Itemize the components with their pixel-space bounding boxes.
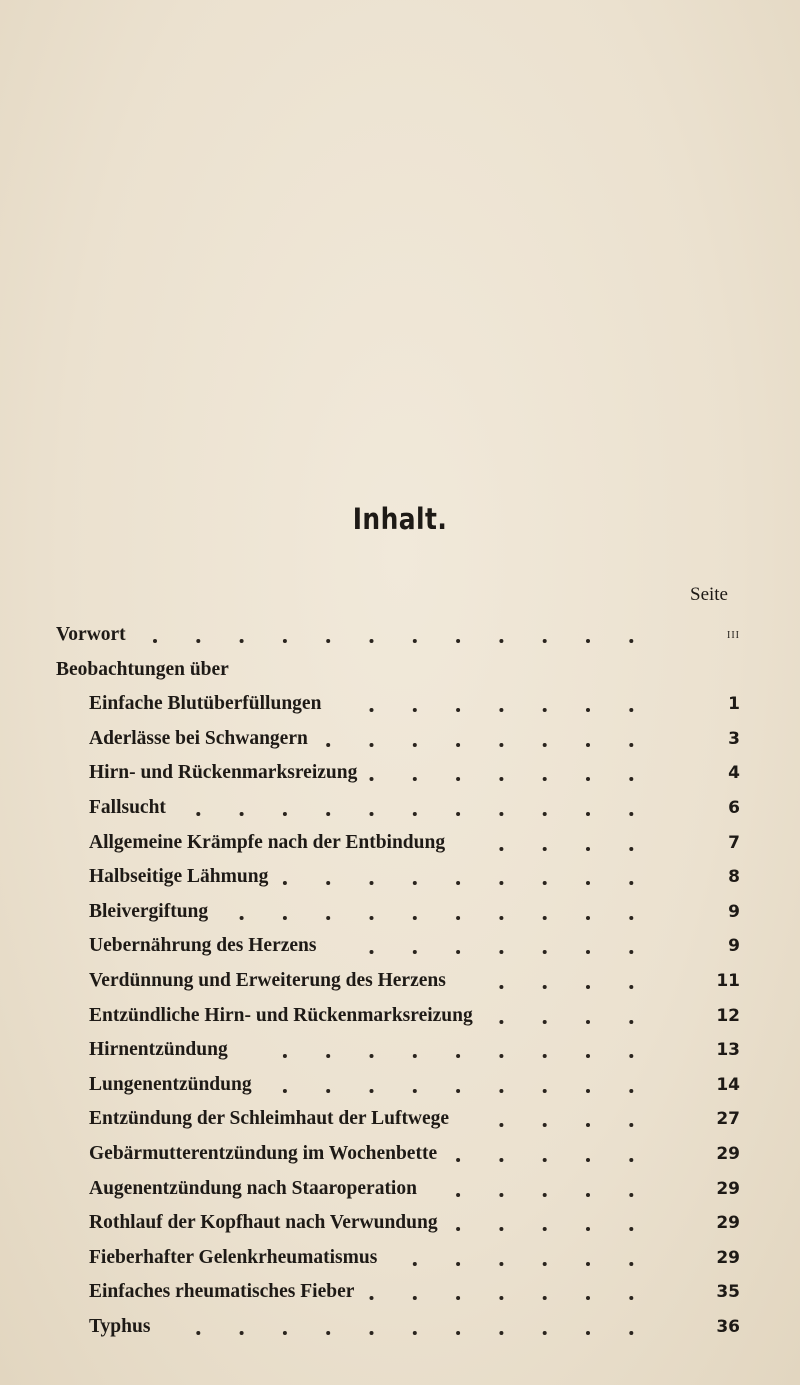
leader-dot <box>499 950 503 954</box>
toc-entry-title: Entzündliche Hirn- und Rückenmarksreizung <box>89 1004 473 1026</box>
leader-dot <box>370 916 374 920</box>
leader-dot <box>326 812 330 816</box>
toc-entry-title: Bleivergiftung <box>89 900 209 922</box>
toc-entry-title: Einfaches rheumatisches Fieber <box>89 1281 355 1303</box>
toc-entry <box>0 895 800 930</box>
toc-entry-title: Aderlässe bei Schwangern <box>89 727 308 749</box>
leader-dot <box>586 1296 590 1300</box>
toc-entry-title: Fieberhafter Gelenkrheumatismus <box>89 1246 378 1268</box>
dot-leader <box>0 999 800 1034</box>
leader-dot <box>456 1296 460 1300</box>
leader-dot <box>499 1123 503 1127</box>
toc-entry-title: Rothlauf der Kopfhaut nach Verwundung <box>89 1212 438 1234</box>
toc-entry-title: Gebärmutterentzündung im Wochenbette <box>89 1142 438 1164</box>
leader-dot <box>543 777 547 781</box>
toc-entry <box>0 1241 800 1276</box>
leader-dot <box>543 950 547 954</box>
leader-dot <box>586 1331 590 1335</box>
leader-dot <box>413 1296 417 1300</box>
dot-leader <box>0 756 800 791</box>
leader-dot <box>413 950 417 954</box>
leader-dot <box>370 639 374 643</box>
leader-dot <box>326 1089 330 1093</box>
leader-dot <box>456 639 460 643</box>
leader-dot <box>499 847 503 851</box>
dot-leader <box>0 687 800 722</box>
leader-dot <box>543 1020 547 1024</box>
leader-dot <box>153 639 157 643</box>
toc-entry-page: 29 <box>716 1247 740 1268</box>
leader-dot <box>499 1227 503 1231</box>
leader-dot <box>326 639 330 643</box>
dot-leader <box>0 722 800 757</box>
toc-entry <box>0 1275 800 1310</box>
toc-entry-page: 1 <box>728 694 740 715</box>
leader-dot <box>196 639 200 643</box>
toc-entry <box>0 1102 800 1137</box>
toc-entry <box>0 1137 800 1172</box>
leader-dot <box>629 1089 633 1093</box>
toc-entry-title: Halbseitige Lähmung <box>89 866 269 888</box>
leader-dot <box>240 916 244 920</box>
leader-dot <box>499 1262 503 1266</box>
toc-entry-title: Einfache Blutüberfüllungen <box>89 693 322 715</box>
toc-entry-title: Entzündung der Schleimhaut der Luftwege <box>89 1108 450 1130</box>
leader-dot <box>586 1089 590 1093</box>
leader-dot <box>283 639 287 643</box>
dot-leader <box>0 1033 800 1068</box>
dot-leader <box>0 826 800 861</box>
leader-dot <box>543 812 547 816</box>
toc-entry-page: 6 <box>728 797 740 818</box>
leader-dot <box>370 881 374 885</box>
toc-entry <box>0 653 800 688</box>
toc-entry-page: 13 <box>716 1040 740 1061</box>
leader-dot <box>629 847 633 851</box>
toc-entry <box>0 929 800 964</box>
leader-dot <box>413 777 417 781</box>
dot-leader <box>0 618 800 653</box>
dot-leader <box>0 1102 800 1137</box>
toc-entry <box>0 1172 800 1207</box>
leader-dot <box>283 916 287 920</box>
leader-dot <box>240 1331 244 1335</box>
leader-dot <box>326 916 330 920</box>
toc-entry-title: Augenentzündung nach Staaroperation <box>89 1177 417 1199</box>
leader-dot <box>543 743 547 747</box>
leader-dot <box>499 1089 503 1093</box>
leader-dot <box>543 1331 547 1335</box>
leader-dot <box>326 1331 330 1335</box>
leader-dot <box>456 1227 460 1231</box>
leader-dot <box>499 708 503 712</box>
toc-entry-title: Allgemeine Krämpfe nach der Entbindung <box>89 831 446 853</box>
leader-dot <box>499 916 503 920</box>
dot-leader <box>0 1172 800 1207</box>
dot-leader <box>0 964 800 999</box>
leader-dot <box>326 743 330 747</box>
page-column-header: Seite <box>690 584 728 605</box>
dot-leader <box>0 1137 800 1172</box>
page-title: Inhalt. <box>352 502 448 536</box>
leader-dot <box>456 1193 460 1197</box>
leader-dot <box>370 743 374 747</box>
leader-dot <box>586 1054 590 1058</box>
leader-dot <box>283 1089 287 1093</box>
leader-dot <box>629 708 633 712</box>
leader-dot <box>543 639 547 643</box>
toc-entry <box>0 999 800 1034</box>
leader-dot <box>629 1123 633 1127</box>
toc-entry <box>0 860 800 895</box>
toc-entry-title: Beobachtungen über <box>56 658 229 680</box>
toc-entry <box>0 618 800 653</box>
leader-dot <box>240 812 244 816</box>
leader-dot <box>240 639 244 643</box>
leader-dot <box>543 1158 547 1162</box>
leader-dot <box>283 1054 287 1058</box>
leader-dot <box>326 881 330 885</box>
leader-dot <box>499 1296 503 1300</box>
leader-dot <box>586 985 590 989</box>
toc-entry-page: 8 <box>728 867 740 888</box>
dot-leader <box>0 1206 800 1241</box>
toc-entry-page: 36 <box>716 1316 740 1337</box>
toc-entry-page: 35 <box>716 1282 740 1303</box>
toc-entry-page: iii <box>727 627 740 642</box>
toc-entry <box>0 826 800 861</box>
dot-leader <box>0 1068 800 1103</box>
toc-entry-page: 29 <box>716 1178 740 1199</box>
leader-dot <box>413 639 417 643</box>
toc-entry-page: 27 <box>716 1109 740 1130</box>
leader-dot <box>543 1054 547 1058</box>
leader-dot <box>413 812 417 816</box>
leader-dot <box>283 812 287 816</box>
leader-dot <box>370 777 374 781</box>
leader-dot <box>456 1331 460 1335</box>
leader-dot <box>586 1193 590 1197</box>
leader-dot <box>586 847 590 851</box>
leader-dot <box>456 743 460 747</box>
leader-dot <box>413 1262 417 1266</box>
dot-leader <box>0 860 800 895</box>
leader-dot <box>413 881 417 885</box>
leader-dot <box>586 916 590 920</box>
toc-entry <box>0 791 800 826</box>
leader-dot <box>586 639 590 643</box>
leader-dot <box>543 985 547 989</box>
toc-entry-title: Vorwort <box>56 624 126 645</box>
leader-dot <box>413 1331 417 1335</box>
leader-dot <box>370 812 374 816</box>
leader-dot <box>499 639 503 643</box>
toc-entry-page: 3 <box>728 728 740 749</box>
leader-dot <box>499 777 503 781</box>
leader-dot <box>543 1227 547 1231</box>
toc-entry-title: Fallsucht <box>89 796 166 818</box>
dot-leader <box>0 1241 800 1276</box>
leader-dot <box>413 916 417 920</box>
dot-leader <box>0 791 800 826</box>
leader-dot <box>196 1331 200 1335</box>
toc-entry-page: 14 <box>716 1074 740 1095</box>
leader-dot <box>543 1089 547 1093</box>
leader-dot <box>586 812 590 816</box>
toc-entry-page: 29 <box>716 1213 740 1234</box>
leader-dot <box>370 1331 374 1335</box>
leader-dot <box>499 1193 503 1197</box>
leader-dot <box>543 1262 547 1266</box>
toc-entry <box>0 964 800 999</box>
leader-dot <box>456 1089 460 1093</box>
leader-dot <box>283 881 287 885</box>
leader-dot <box>499 1054 503 1058</box>
leader-dot <box>456 1158 460 1162</box>
dot-leader <box>0 1310 800 1345</box>
leader-dot <box>586 881 590 885</box>
toc-entry <box>0 1310 800 1345</box>
leader-dot <box>629 950 633 954</box>
toc-entry-page: 29 <box>716 1143 740 1164</box>
leader-dot <box>629 1331 633 1335</box>
leader-dot <box>629 985 633 989</box>
toc-entry <box>0 722 800 757</box>
leader-dot <box>629 743 633 747</box>
leader-dot <box>586 777 590 781</box>
leader-dot <box>413 743 417 747</box>
leader-dot <box>456 950 460 954</box>
leader-dot <box>586 1227 590 1231</box>
leader-dot <box>499 1331 503 1335</box>
leader-dot <box>629 1158 633 1162</box>
toc-entry-title: Lungenentzündung <box>89 1073 252 1095</box>
toc-entry-page: 7 <box>728 832 740 853</box>
leader-dot <box>586 1158 590 1162</box>
leader-dot <box>543 1123 547 1127</box>
leader-dot <box>499 1158 503 1162</box>
leader-dot <box>499 812 503 816</box>
leader-dot <box>370 708 374 712</box>
leader-dot <box>499 743 503 747</box>
toc-entry <box>0 687 800 722</box>
leader-dot <box>456 812 460 816</box>
leader-dot <box>586 743 590 747</box>
dot-leader <box>0 1275 800 1310</box>
toc-entry-page: 9 <box>728 901 740 922</box>
leader-dot <box>370 1089 374 1093</box>
leader-dot <box>196 812 200 816</box>
toc-entry <box>0 1206 800 1241</box>
leader-dot <box>413 1054 417 1058</box>
leader-dot <box>629 916 633 920</box>
leader-dot <box>629 1227 633 1231</box>
leader-dot <box>543 708 547 712</box>
leader-dot <box>543 1296 547 1300</box>
leader-dot <box>629 1054 633 1058</box>
leader-dot <box>543 847 547 851</box>
leader-dot <box>456 777 460 781</box>
leader-dot <box>629 881 633 885</box>
leader-dot <box>370 1054 374 1058</box>
leader-dot <box>499 881 503 885</box>
leader-dot <box>629 1020 633 1024</box>
toc-entry-title: Uebernährung des Herzens <box>89 935 317 957</box>
leader-dot <box>456 708 460 712</box>
leader-dot <box>283 1331 287 1335</box>
leader-dot <box>326 1054 330 1058</box>
toc-entry-title: Typhus <box>89 1315 151 1337</box>
dot-leader <box>0 895 800 930</box>
toc-entry-page: 11 <box>716 970 740 991</box>
toc-entry <box>0 1033 800 1068</box>
toc-entry-page: 12 <box>716 1005 740 1026</box>
leader-dot <box>370 950 374 954</box>
leader-dot <box>629 1296 633 1300</box>
leader-dot <box>543 881 547 885</box>
toc-entry-title: Hirn- und Rückenmarksreizung <box>89 762 358 784</box>
leader-dot <box>586 1123 590 1127</box>
toc-entry-title: Hirnentzündung <box>89 1039 228 1061</box>
leader-dot <box>629 1193 633 1197</box>
leader-dot <box>629 777 633 781</box>
leader-dot <box>413 1089 417 1093</box>
dot-leader <box>0 929 800 964</box>
toc-entry-page: 4 <box>728 763 740 784</box>
leader-dot <box>586 1020 590 1024</box>
leader-dot <box>543 916 547 920</box>
leader-dot <box>629 639 633 643</box>
leader-dot <box>629 812 633 816</box>
leader-dot <box>499 985 503 989</box>
leader-dot <box>456 1054 460 1058</box>
leader-dot <box>629 1262 633 1266</box>
leader-dot <box>586 708 590 712</box>
leader-dot <box>499 1020 503 1024</box>
leader-dot <box>586 950 590 954</box>
toc-entry <box>0 756 800 791</box>
leader-dot <box>543 1193 547 1197</box>
leader-dot <box>456 881 460 885</box>
leader-dot <box>370 1296 374 1300</box>
leader-dot <box>456 1262 460 1266</box>
toc-entry <box>0 1068 800 1103</box>
leader-dot <box>586 1262 590 1266</box>
leader-dot <box>413 708 417 712</box>
leader-dot <box>456 916 460 920</box>
toc-entry-title: Verdünnung und Erweiterung des Herzens <box>89 969 446 991</box>
toc-entry-page: 9 <box>728 936 740 957</box>
table-of-contents <box>0 618 800 1344</box>
